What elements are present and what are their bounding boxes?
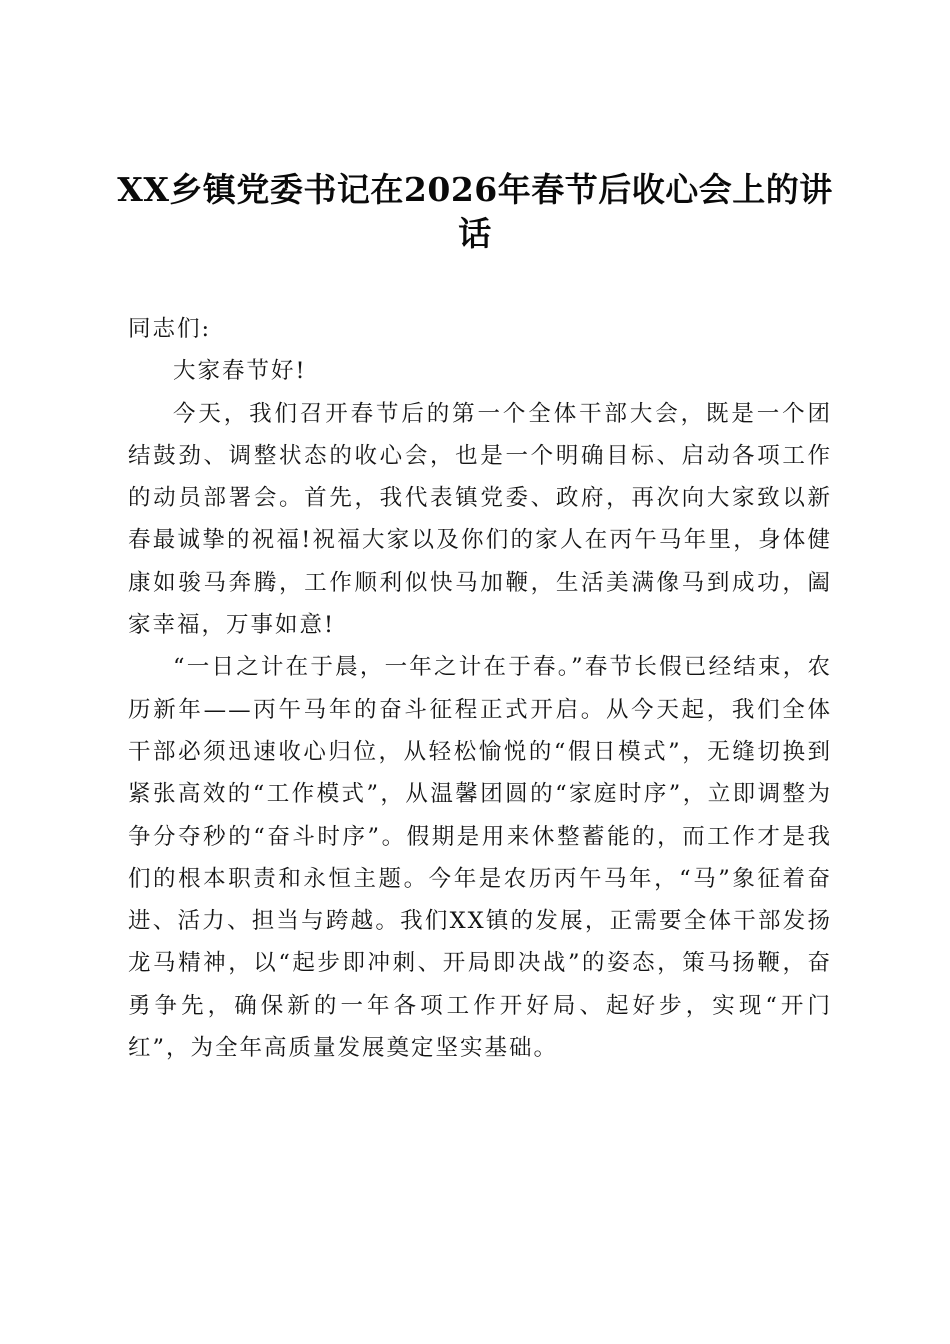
paragraph-mobilization: “一日之计在于晨，一年之计在于春。”春节长假已经结束，农历新年——丙午马年的奋斗征程正式开启。从今天起，我们全体干部必须迅速收心归位，从轻松愉悦的“假日模式”，无缝切换到紧张高效的“工作模式”，从温馨团圆的“家庭时序”，立即调整为争分夺秒的“奋斗时序”。假期是用来休整蓄能的，而工作才是我们的根本职责和永恒主题。今年是农历丙午马年，“马”象征着奋进、活力、担当与跨越。我们XX镇的发展，正需要全体干部发扬龙马精神，以“起步即冲刺、开局即决战”的姿态，策马扬鞭，奋勇争先，确保新的一年各项工作开好局、起好步，实现“开门红”，为全年高质量发展奠定坚实基础。 — [128, 654, 832, 1062]
document-title: XX乡镇党委书记在2026年春节后收心会上的讲话 — [117, 170, 833, 253]
salutation: 同志们: — [128, 316, 212, 342]
paragraph-greeting: 大家春节好! — [173, 358, 307, 385]
paragraph-opening: 今天，我们召开春节后的第一个全体干部大会，既是一个团结鼓劲、调整状态的收心会，也是一个明确目标、启动各项工作的动员部署会。首先，我代表镇党委、政府，再次向大家致以新春最诚挚的祝福!祝福大家以及你们的家人在丙午马年里，身体健康如骏马奔腾，工作顺利似快马加鞭，生活美满像马到成功，阖家幸福，万事如意! — [128, 400, 832, 639]
document-body — [128, 308, 832, 1069]
